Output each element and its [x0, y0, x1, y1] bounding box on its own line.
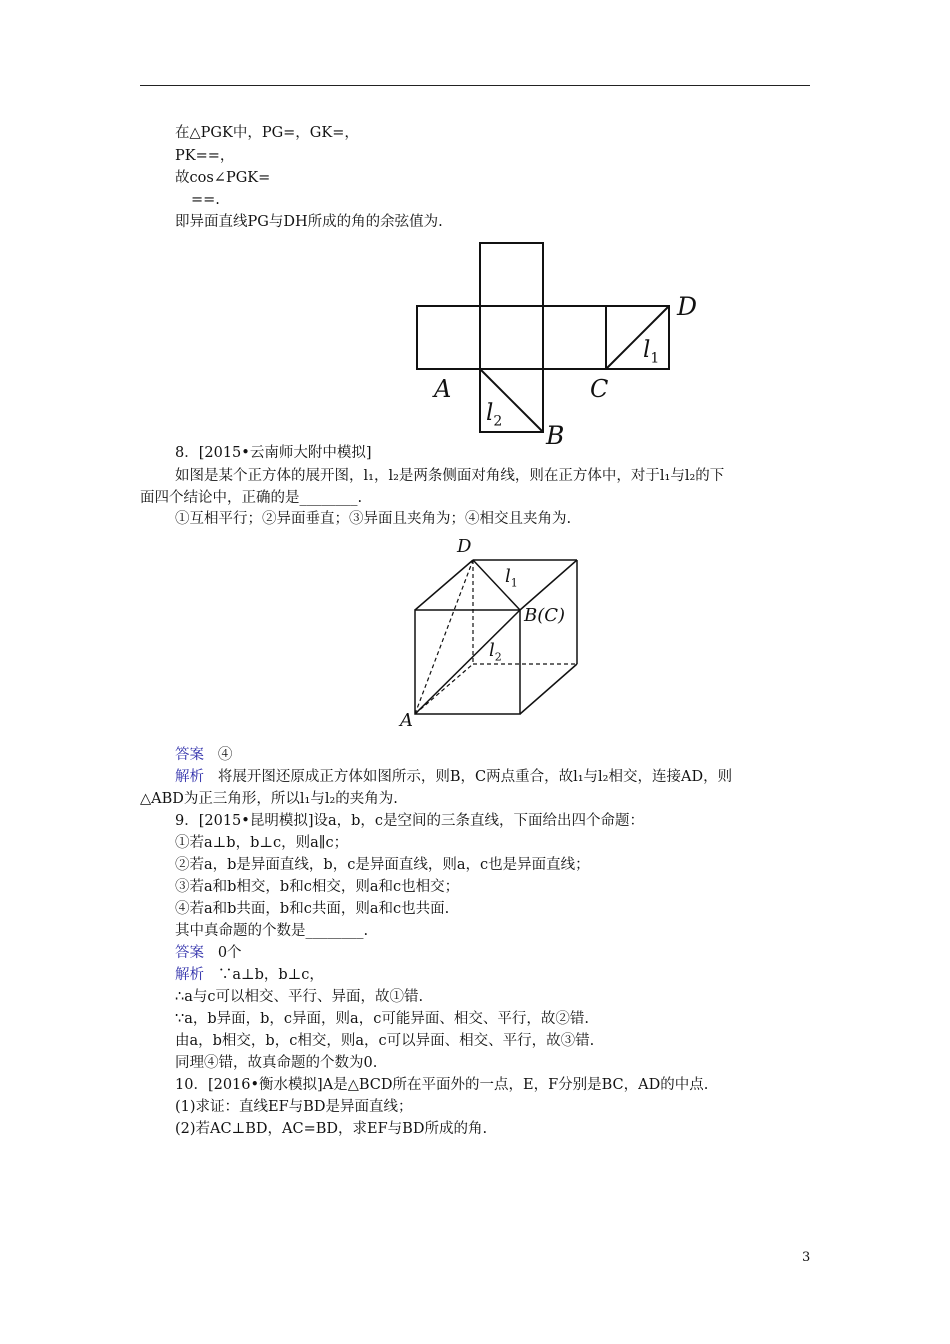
text-line: 故cos∠PGK=	[175, 170, 271, 186]
net-label-b: B	[546, 421, 565, 450]
cube-label-l1: $l_1$	[505, 566, 518, 590]
text-line: 在△PGK中，PG=，GK=，	[175, 125, 359, 141]
q10-subquestion: (2)若AC⊥BD，AC=BD，求EF与BD所成的角.	[175, 1121, 488, 1137]
net-label-a: A	[434, 375, 452, 403]
q9-proposition: ②若a，b是异面直线，b，c是异面直线，则a，c也是异面直线；	[175, 857, 590, 873]
net-label-l1: $l_1$	[643, 337, 660, 367]
q8-stem: 面四个结论中，正确的是________.	[140, 490, 363, 506]
q10-subquestion: (1)求证：直线EF与BD是异面直线；	[175, 1099, 413, 1115]
q8-analysis: 解析 将展开图还原成正方体如图所示，则B，C两点重合，故l₁与l₂相交，连接AD，则	[175, 769, 733, 785]
q9-analysis-line: ∵a，b异面，b，c异面，则a，c可能异面、相交、平行，故②错.	[175, 1011, 589, 1027]
q9-analysis-line: 同理④错，故真命题的个数为0.	[175, 1055, 378, 1071]
text-line: 即异面直线PG与DH所成的角的余弦值为.	[175, 214, 443, 230]
cube-label-d: D	[457, 536, 472, 557]
q9-analysis-line: ∴a与c可以相交、平行、异面，故①错.	[175, 989, 424, 1005]
cube-label-a: A	[400, 710, 413, 731]
q9-question: 其中真命题的个数是________.	[175, 923, 369, 939]
cube-label-bc: B(C)	[524, 605, 566, 626]
q9-header: 9．[2015•昆明模拟]设a，b，c是空间的三条直线，下面给出四个命题：	[175, 813, 645, 829]
answer-label: 答案	[175, 945, 204, 961]
q10-header: 10．[2016•衡水模拟]A是△BCD所在平面外的一点，E，F分别是BC，AD的中点.	[175, 1077, 709, 1093]
answer-value: 0个	[217, 945, 242, 961]
answer-value: ④	[217, 747, 233, 763]
q9-proposition: ①若a⊥b，b⊥c，则a∥c；	[175, 835, 349, 851]
analysis-label: 解析	[175, 769, 204, 785]
q9-proposition: ④若a和b共面，b和c共面，则a和c也共面.	[175, 901, 450, 917]
q8-answer	[175, 745, 232, 765]
net-label-c: C	[590, 375, 609, 403]
net-label-l2: $l_2$	[486, 400, 503, 430]
net-label-d: D	[677, 292, 698, 321]
q9-answer	[175, 943, 242, 963]
q9-proposition: ③若a和b相交，b和c相交，则a和c也相交；	[175, 879, 460, 895]
q9-analysis: 解析 ∵a⊥b，b⊥c，	[175, 967, 324, 983]
q8-analysis-cont: △ABD为正三角形，所以l₁与l₂的夹角为.	[140, 791, 398, 807]
page-number: 3	[802, 1250, 811, 1265]
q9-analysis-line: 由a，b相交，b，c相交，则a，c可以异面、相交、平行，故③错.	[175, 1033, 595, 1049]
text-line: ==.	[191, 192, 220, 208]
answer-label: 答案	[175, 747, 204, 763]
q8-options: ①互相平行；②异面垂直；③异面且夹角为；④相交且夹角为.	[175, 511, 572, 527]
q8-header: 8．[2015•云南师大附中模拟]	[175, 445, 372, 461]
q8-stem: 如图是某个正方体的展开图，l₁，l₂是两条侧面对角线，则在正方体中，对于l₁与l₂的下	[175, 468, 725, 484]
text-line: PK==，	[175, 148, 235, 164]
cube-label-l2: $l_2$	[489, 640, 502, 664]
analysis-label: 解析	[175, 967, 204, 983]
header-rule	[140, 85, 810, 86]
